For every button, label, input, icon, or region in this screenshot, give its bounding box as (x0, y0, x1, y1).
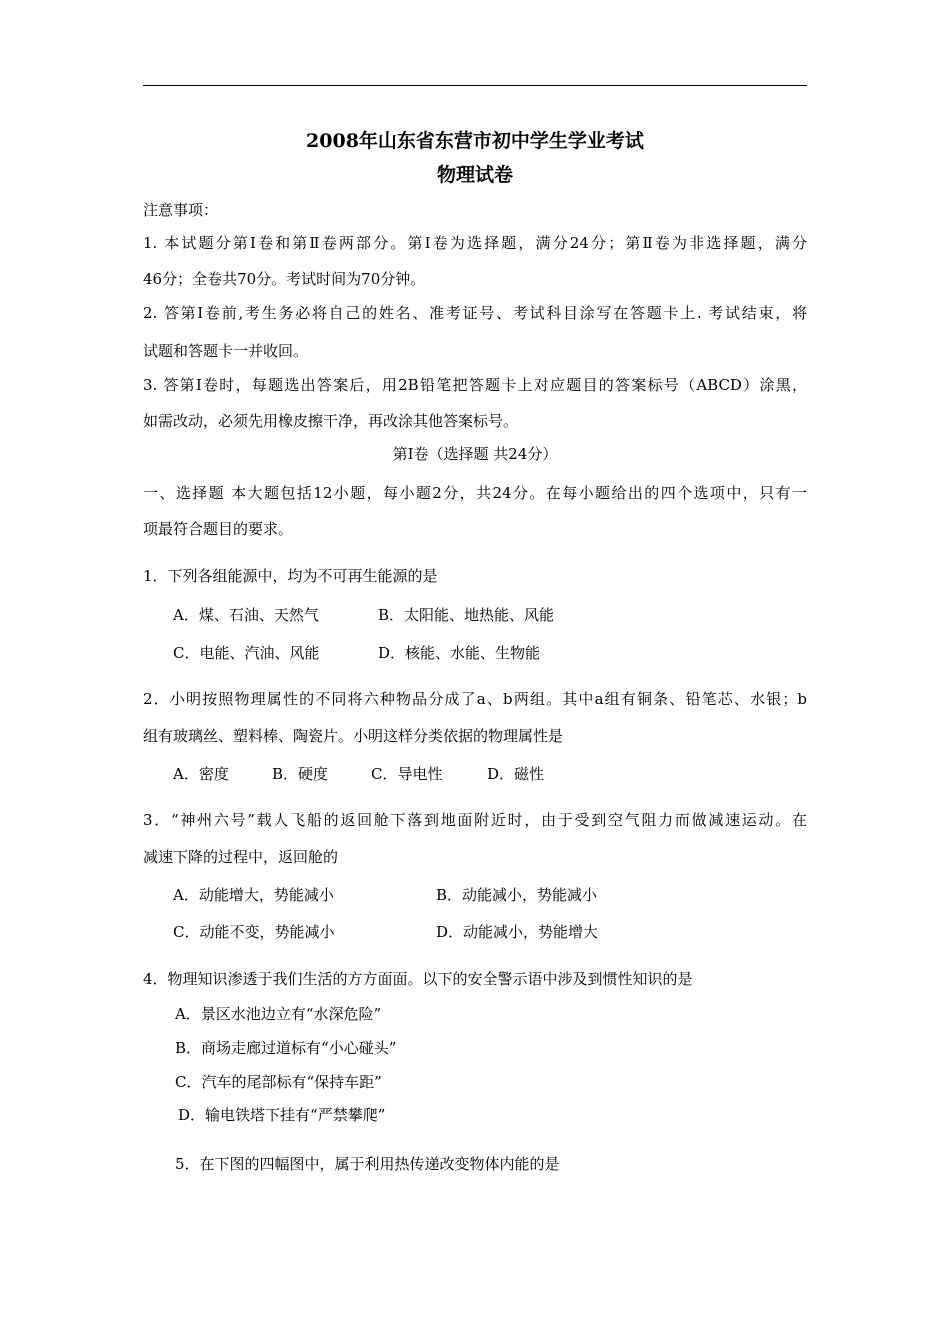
question-1-option-d: D．核能、水能、生物能 (378, 644, 541, 662)
notes-heading: 注意事项： (143, 201, 219, 219)
question-1-option-c: C．电能、汽油、风能 (173, 644, 320, 662)
note-line: 试题和答题卡一并收回。 (143, 342, 309, 360)
section-intro: 一、选择题 本大题包括12小题，每小题2分，共24分。在每小题给出的四个选项中，只有一 (143, 484, 807, 502)
question-2-option-c: C．导电性 (371, 765, 443, 783)
question-3-option-d: D．动能减小，势能增大 (436, 923, 599, 941)
question-4-option-b: B．商场走廊过道标有“小心碰头” (175, 1039, 397, 1057)
note-line: 3. 答第Ⅰ卷时，每题选出答案后，用2B铅笔把答题卡上对应题目的答案标号（ABCD）涂黑， (143, 376, 807, 394)
question-2-option-d: D．磁性 (487, 765, 545, 783)
question-4-option-d: D．输电铁塔下挂有“严禁攀爬” (178, 1106, 386, 1124)
note-line: 2. 答第Ⅰ卷前,考生务必将自己的姓名、准考证号、考试科目涂写在答题卡上. 考试结束，将 (143, 304, 807, 322)
exam-title: 2008年山东省东营市初中学生学业考试 (306, 130, 644, 152)
question-4-stem: 4．物理知识渗透于我们生活的方方面面。以下的安全警示语中涉及到惯性知识的是 (143, 970, 693, 988)
note-line: 1. 本试题分第Ⅰ卷和第Ⅱ卷两部分。第Ⅰ卷为选择题，满分24分；第Ⅱ卷为非选择题，满分 (143, 234, 807, 252)
question-3-option-b: B．动能减小，势能减小 (436, 886, 598, 904)
question-5-stem: 5．在下图的四幅图中，属于利用热传递改变物体内能的是 (175, 1155, 560, 1173)
question-2-option-b: B．硬度 (272, 765, 329, 783)
question-4-option-c: C．汽车的尾部标有“保持车距” (175, 1073, 382, 1091)
question-2-stem: 组有玻璃丝、塑料棒、陶瓷片。小明这样分类依据的物理属性是 (143, 727, 564, 745)
question-1-option-b: B．太阳能、地热能、风能 (378, 606, 555, 624)
note-line: 46分；全卷共70分。考试时间为70分钟。 (143, 270, 426, 288)
exam-subtitle: 物理试卷 (436, 164, 513, 186)
section-title: 第Ⅰ卷（选择题 共24分） (392, 445, 558, 463)
question-3-stem: 减速下降的过程中，返回舱的 (143, 848, 339, 866)
question-3-stem: 3．“神州六号”载人飞船的返回舱下落到地面附近时，由于受到空气阻力而做减速运动。在 (143, 811, 807, 829)
note-line: 如需改动，必须先用橡皮擦干净，再改涂其他答案标号。 (143, 412, 519, 430)
question-3-option-c: C．动能不变，势能减小 (173, 923, 335, 941)
question-3-option-a: A．动能增大，势能减小 (173, 886, 334, 904)
question-2-stem: 2．小明按照物理属性的不同将六种物品分成了a、b两组。其中a组有铜条、铅笔芯、水银；b (143, 690, 807, 708)
question-1-option-a: A．煤、石油、天然气 (173, 606, 319, 624)
section-intro: 项最符合题目的要求。 (143, 520, 294, 538)
header-rule (143, 85, 807, 86)
question-1-stem: 1．下列各组能源中，均为不可再生能源的是 (143, 567, 438, 585)
question-2-option-a: A．密度 (173, 765, 229, 783)
question-4-option-a: A．景区水池边立有“水深危险” (175, 1005, 382, 1023)
